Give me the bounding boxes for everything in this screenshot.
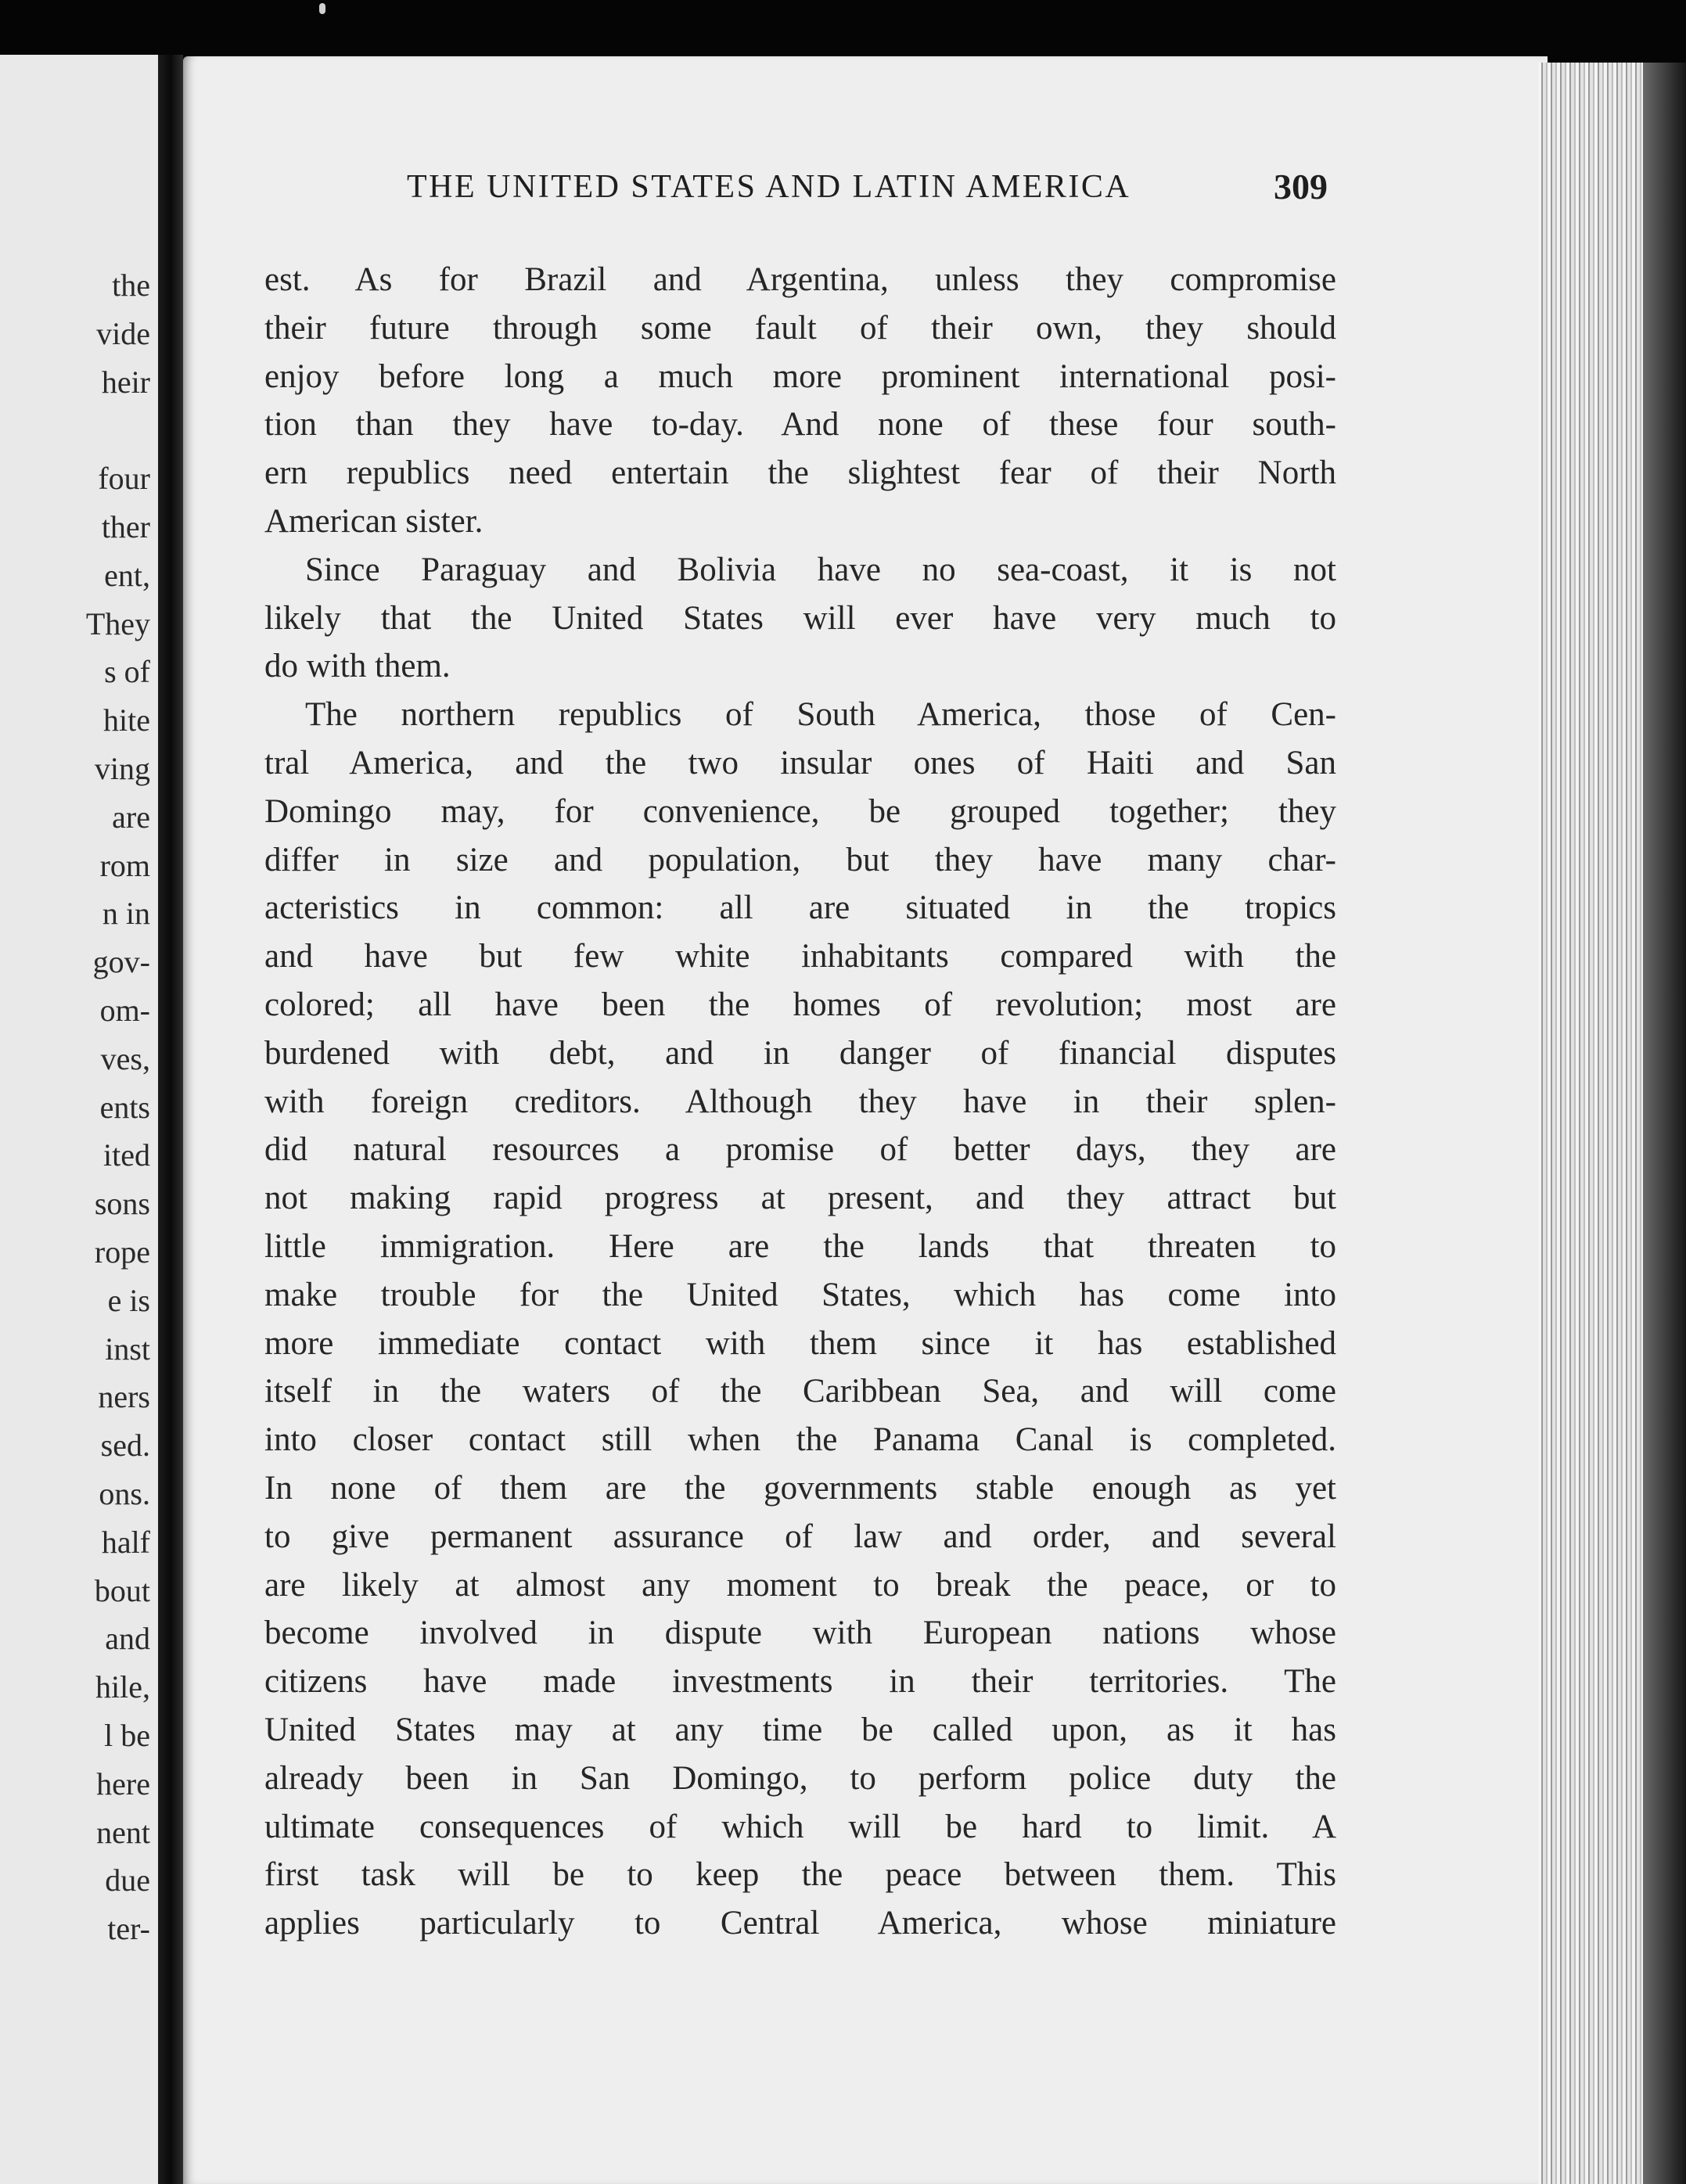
left-line: ited: [103, 1137, 150, 1173]
left-line: rope: [94, 1234, 150, 1270]
text-line: itself in the waters of the Caribbean Sea, and will come: [264, 1373, 1336, 1410]
left-line: s of: [104, 654, 150, 690]
text-line: American sister.: [264, 502, 484, 540]
paragraph-start: Since Paraguay and Bolivia have no sea-coast, it is not: [305, 551, 1336, 588]
running-head: THE UNITED STATES AND LATIN AMERICA: [407, 169, 1131, 205]
left-line: ons.: [99, 1475, 150, 1511]
page-number: 309: [1274, 167, 1328, 207]
text-line: tral America, and the two insular ones of Haiti and San: [264, 744, 1336, 781]
text-line: enjoy before long a much more prominent international posi-: [264, 357, 1336, 395]
left-line: half: [101, 1524, 150, 1560]
left-line: bout: [94, 1572, 150, 1608]
text-line: acteristics in common: all are situated in the tropics: [264, 889, 1336, 927]
left-line: here: [96, 1766, 150, 1801]
left-line: ners: [98, 1379, 150, 1415]
left-line: sed.: [100, 1428, 150, 1464]
left-line: due: [105, 1863, 150, 1898]
left-line: [9, 406, 150, 454]
text-line: In none of them are the governments stable enough as yet: [264, 1469, 1336, 1507]
left-line: gov-: [92, 944, 150, 980]
text-line: already been in San Domingo, to perform police duty the: [264, 1759, 1336, 1797]
text-line: not making rapid progress at present, and they attract but: [264, 1180, 1336, 1217]
text-line: do with them.: [264, 648, 451, 685]
text-line: citizens have made investments in their territories. The: [264, 1663, 1336, 1701]
text-line: and have but few white inhabitants compared with the: [264, 938, 1336, 975]
text-line: into closer contact still when the Panama Canal is completed.: [264, 1421, 1336, 1459]
text-line: little immigration. Here are the lands that threaten to: [264, 1227, 1336, 1265]
text-line: did natural resources a promise of better days, they are: [264, 1131, 1336, 1169]
text-line: est. As for Brazil and Argentina, unless they compromise: [264, 261, 1336, 298]
left-line: are: [112, 799, 150, 835]
text-line: ern republics need entertain the slightest fear of their North: [264, 454, 1336, 492]
left-line: e is: [107, 1282, 150, 1318]
left-line: ther: [101, 508, 150, 544]
text-line: likely that the United States will ever have very much to: [264, 599, 1336, 637]
text-line: with foreign creditors. Although they have in their splen-: [264, 1083, 1336, 1120]
body-text: [264, 256, 1336, 1948]
left-line: the: [112, 268, 150, 303]
left-line: hile,: [95, 1669, 150, 1705]
book-gutter: [158, 55, 183, 2184]
text-line: are likely at almost any moment to break the peace, or to: [264, 1566, 1336, 1604]
left-line: ves,: [100, 1040, 150, 1076]
text-line: make trouble for the United States, which has come into: [264, 1276, 1336, 1313]
text-line: Domingo may, for convenience, be grouped together; they: [264, 792, 1336, 830]
text-line: differ in size and population, but they have many char-: [264, 841, 1336, 878]
left-line: l be: [104, 1717, 150, 1753]
text-line: tion than they have to-day. And none of these four south-: [264, 406, 1336, 444]
left-line: ents: [99, 1089, 150, 1125]
paragraph-start: The northern republics of South America, those of Cen-: [305, 696, 1336, 734]
text-line: colored; all have been the homes of revolution; most are: [264, 986, 1336, 1023]
left-line: and: [105, 1621, 150, 1657]
text-line: become involved in dispute with European nations whose: [264, 1615, 1336, 1652]
text-line: first task will be to keep the peace between them. This: [264, 1856, 1336, 1894]
left-line: sons: [94, 1186, 150, 1222]
left-line: inst: [105, 1331, 150, 1367]
left-line: n in: [102, 896, 150, 932]
left-line: nent: [96, 1814, 150, 1850]
text-line: more immediate contact with them since it has established: [264, 1324, 1336, 1362]
dust-speck: [319, 3, 325, 14]
text-line: their future through some fault of their own, they should: [264, 309, 1336, 347]
edge-shadow: [1643, 63, 1686, 2184]
left-line: hite: [103, 702, 150, 738]
left-line: ter-: [107, 1911, 150, 1947]
left-line: rom: [99, 847, 150, 883]
left-line: ving: [94, 750, 150, 786]
left-line: vide: [96, 315, 150, 351]
text-line: United States may at any time be called upon, as it has: [264, 1711, 1336, 1748]
left-page-fragment: [0, 55, 158, 2184]
left-line: heir: [101, 364, 150, 400]
text-line: applies particularly to Central America, whose miniature: [264, 1905, 1336, 1942]
left-line: ent,: [104, 557, 150, 593]
left-page-text: [9, 261, 150, 1953]
text-line: ultimate consequences of which will be hard to limit. A: [264, 1808, 1336, 1845]
left-line: They: [85, 605, 150, 641]
text-line: to give permanent assurance of law and order, and several: [264, 1518, 1336, 1555]
text-line: burdened with debt, and in danger of financial disputes: [264, 1034, 1336, 1072]
left-line: four: [98, 461, 150, 497]
left-line: om-: [99, 992, 150, 1028]
